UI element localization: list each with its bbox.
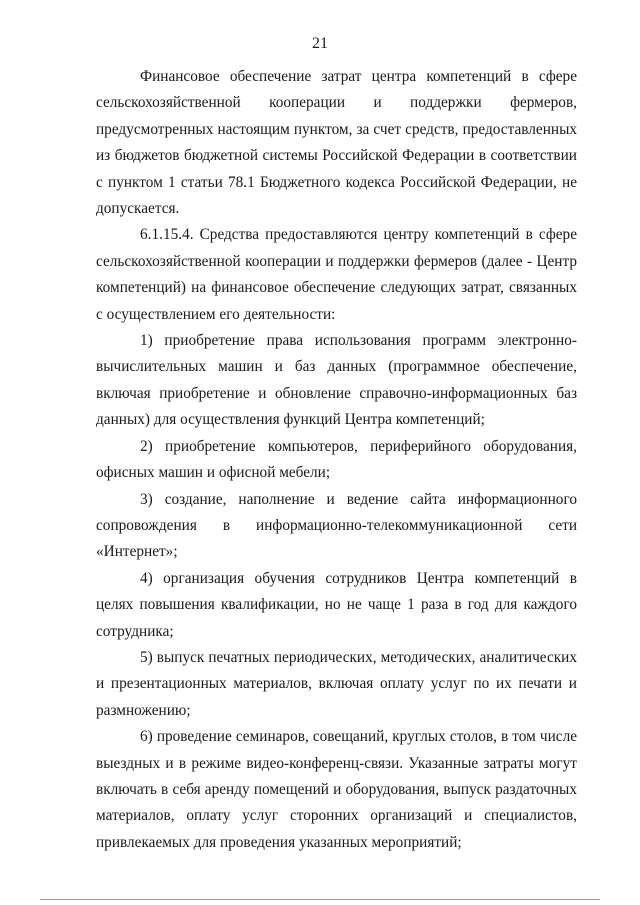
paragraph-financing-restriction: Финансовое обеспечение затрат центра компетенций в сфере сельскохозяйственной кооперации и поддержки фермеров, предусмотренных настоящим пунктом, за счет средств, предоставленных из бюджетов бюджетной системы Российской Федерации в соответствии с пунктом 1 статьи 78.1 Бюджетного кодекса Российской Федерации, не допускается. [96,68,577,218]
list-item-website: 3) создание, наполнение и ведение сайта информационного сопровождения в информационно-телекоммуникационной сети «Интернет»; [96,490,577,561]
list-item-software: 1) приобретение права использования программ электронно-вычислительных машин и баз данных (программное обеспечение, включая приобретение и обновление справочно-информационных баз данных) для осуществления функций Центра компетенций; [96,332,577,429]
list-item-training: 4) организация обучения сотрудников Центра компетенций в целях повышения квалификации, но не чаще 1 раза в год для каждого сотрудника; [96,569,577,640]
paragraph-6-1-15-4: 6.1.15.4. Средства предоставляются центру компетенций в сфере сельскохозяйственной кооперации и поддержки фермеров (далее - Центр компетенций) на финансовое обеспечение следующих затрат, связанных с осуществлением его деятельности: [96,226,577,323]
list-item-seminars: 6) проведение семинаров, совещаний, круглых столов, в том числе выездных и в режиме видео-конференц-связи. Указанные затраты могут включать в себя аренду помещений и оборудования, выпуск раздаточных материалов, оплату услуг сторонних организаций и специалистов, привлекаемых для проведения указанных мероприятий; [96,728,577,851]
page-number: 21 [312,35,328,52]
document-body [96,64,577,856]
page-bottom-rule [40,899,600,900]
list-item-printed-materials: 5) выпуск печатных периодических, методических, аналитических и презентационных материалов, включая оплату услуг по их печати и размножению; [96,648,577,719]
list-item-computers: 2) приобретение компьютеров, периферийного оборудования, офисных машин и офисной мебели; [96,437,577,482]
